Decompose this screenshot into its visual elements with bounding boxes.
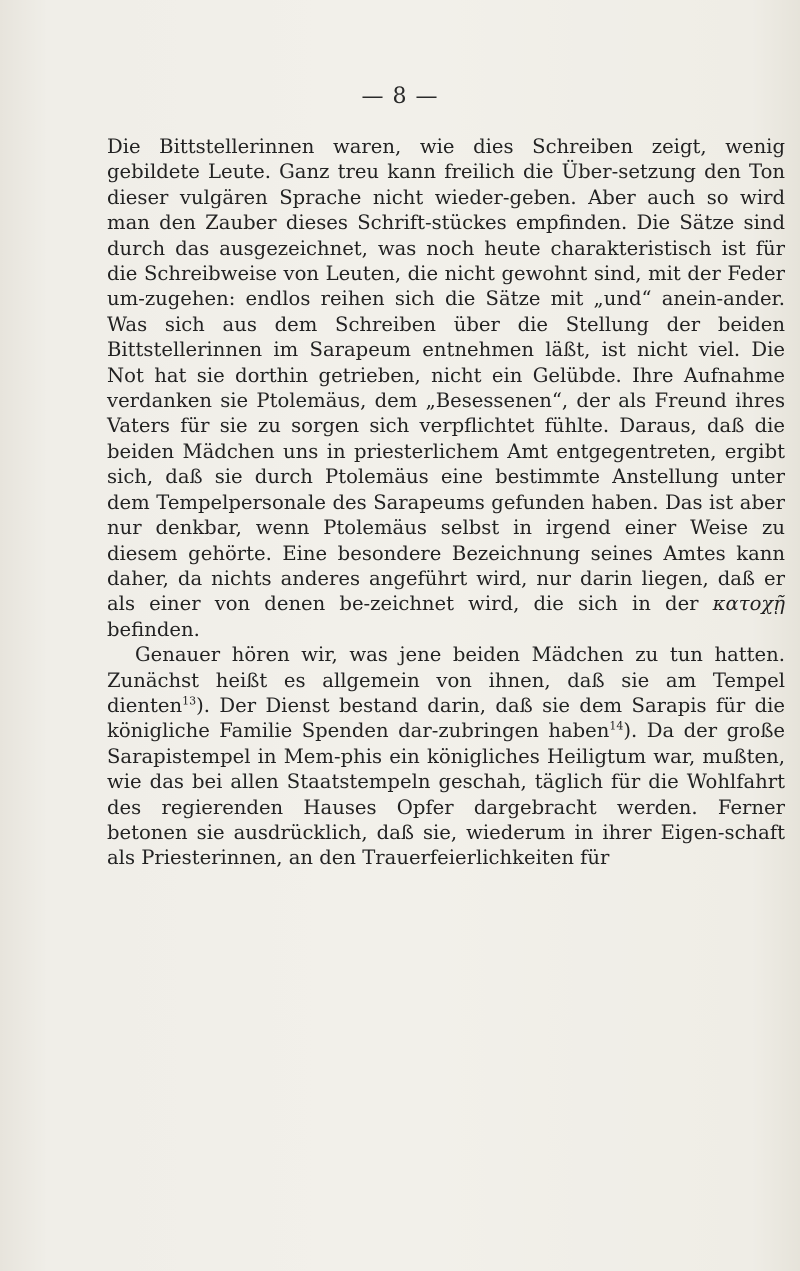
paragraph-2-text-b: ). Der Dienst bestand darin, daß sie dem Sarapis für die königliche Familie Spenden dar-zubringen haben — [107, 693, 785, 743]
paragraph-1 — [107, 134, 785, 642]
paragraph-1-text: Die Bittstellerinnen waren, wie dies Schreiben zeigt, wenig gebildete Leute. Ganz treu kann freilich die Über-setzung den Ton dieser vulgären Sprache nicht wieder-geben. Aber auch so wird man den Zauber dieses Schrift-stückes empfinden. Die Sätze sind durch das ausgezeichnet, was noch heute charakteristisch ist für die Schreibweise von Leuten, die nicht gewohnt sind, mit der Feder um-zugehen: endlos reihen sich die Sätze mit „und“ anein-ander. Was sich aus dem Schreiben über die Stellung der beiden Bittstellerinnen im Sarapeum entnehmen läßt, ist nicht viel. Die Not hat sie dorthin getrieben, nicht ein Gelübde. Ihre Aufnahme verdanken sie Ptolemäus, dem „Besessenen“, der als Freund ihres Vaters für sie zu sorgen sich verpflichtet fühlte. Daraus, daß die beiden Mädchen uns in priesterlichem Amt entgegentreten, ergibt sich, daß sie durch Ptolemäus eine bestimmte Anstellung unter dem Tempelpersonale des Sarapeums gefunden haben. Das ist aber nur denkbar, wenn Ptolemäus selbst in irgend einer Weise zu diesem gehörte. Eine besondere Bezeichnung seines Amtes kann daher, da nichts anderes angeführt wird, nur darin liegen, daß er als einer von denen be-zeichnet wird, die sich in der — [107, 135, 785, 616]
paragraph-1-end: befinden. — [107, 617, 200, 641]
paragraph-2 — [107, 642, 785, 871]
paragraph-2-text-c: ). Da der große Sarapistempel in Mem-phis ein königliches Heiligtum war, mußten, wie das bei allen Staatstempeln geschah, täglich für die Wohlfahrt des regierenden Hauses Opfer dargebracht werden. Ferner betonen sie ausdrücklich, daß sie, wiederum in ihrer Eigen-schaft als Priesterinnen, an den Trauerfeierlichkeiten für — [107, 719, 786, 870]
footnote-ref-13[interactable]: 13 — [182, 694, 197, 708]
paragraph-2-text-a: Genauer hören wir, was jene beiden Mädchen zu tun hatten. Zunächst heißt es allgemein von ihnen, daß sie am Tempel dienten — [107, 643, 785, 717]
footnote-ref-14[interactable]: 14 — [609, 719, 624, 733]
greek-term: κατοχῇ — [712, 592, 785, 616]
page-number: — 8 — — [361, 84, 439, 109]
body-text — [107, 134, 785, 871]
